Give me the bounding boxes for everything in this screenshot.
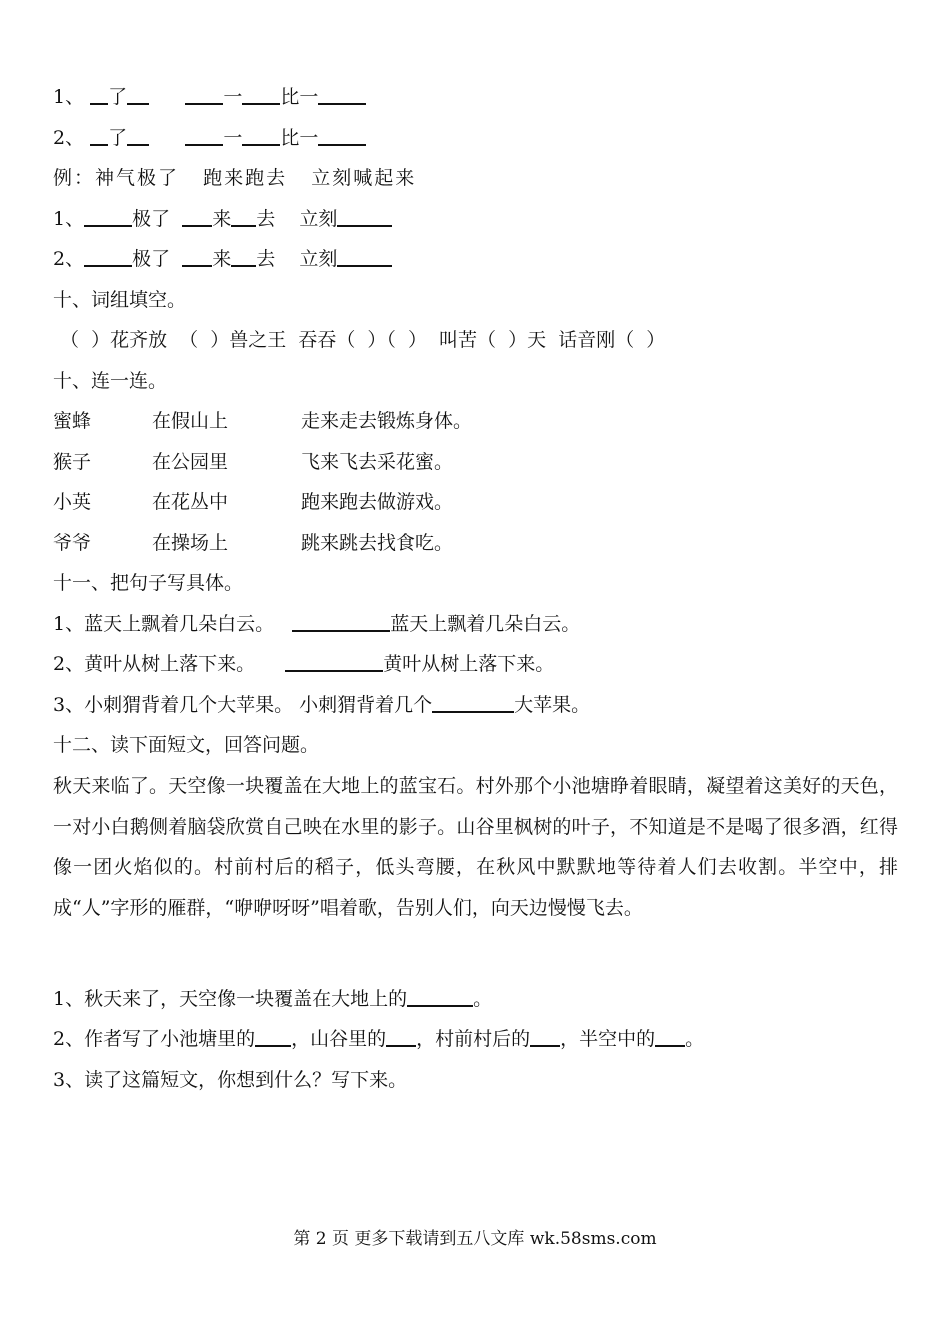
match-col2-item: 在公园里 xyxy=(152,451,229,473)
sentence-2: 2、黄叶从树上落下来。 黄叶从树上落下来。 xyxy=(53,653,555,675)
sentence-1: 1、蓝天上飘着几朵白云。 蓝天上飘着几朵白云。 xyxy=(53,613,581,635)
example-line: 例：神气极了 跑来跑去 立刻喊起来 xyxy=(53,167,417,189)
match-col2-item: 在假山上 xyxy=(152,410,229,432)
page-footer: 第 2 页 更多下载请到五八文库 wk.58sms.com xyxy=(293,1229,657,1249)
example-fill-line-1: 1、 极了 来 去 立刻 xyxy=(53,207,392,231)
pattern-line-2: 2、 了 一 比一 xyxy=(53,126,366,150)
reading-heading: 十二、读下面短文，回答问题。 xyxy=(53,734,320,756)
sentences-heading: 十一、把句子写具体。 xyxy=(53,572,244,594)
match-heading: 十、连一连。 xyxy=(53,370,168,392)
reading-question-2: 2、作者写了小池塘里的 ，山谷里的 ，村前村后的 ，半空中的 。 xyxy=(53,1028,705,1050)
idioms-items: （ ）花齐放 （ ）兽之王 吞吞（ ）（ ） 叫苦（ ）天 话音刚（ ） xyxy=(60,329,666,351)
sentence-3: 3、小刺猬背着几个大苹果。 小刺猬背着几个 大苹果。 xyxy=(53,694,591,716)
match-col3-item: 跳来跳去找食吃。 xyxy=(301,532,454,554)
match-col3-item: 飞来飞去采花蜜。 xyxy=(301,451,454,473)
idioms-heading: 十、词组填空。 xyxy=(53,289,187,311)
match-col3-item: 跑来跑去做游戏。 xyxy=(301,491,454,513)
match-col2-item: 在花丛中 xyxy=(152,491,229,513)
match-col1-item: 猴子 xyxy=(53,451,92,473)
reading-passage: 秋天来临了。天空像一块覆盖在大地上的蓝宝石。村外那个小池塘睁着眼睛，凝望着这美好的天色，一对小白鹅侧着脑袋欣赏自己映在水里的影子。山谷里枫树的叶子，不知道是不是喝了很多酒，红得像一团火焰似的。村前村后的稻子，低头弯腰，在秋风中默默地等待着人们去收割。半空中，排成“人”字形的雁群，“咿咿呀呀”唱着歌，告别人们，向天边慢慢飞去。 xyxy=(53,775,898,919)
reading-question-1: 1、秋天来了，天空像一块覆盖在大地上的 。 xyxy=(53,988,493,1010)
match-col1-item: 爷爷 xyxy=(53,532,92,554)
example-fill-line-2: 2、 极了 来 去 立刻 xyxy=(53,247,392,271)
pattern-line-1: 1、 了 一 比一 xyxy=(53,85,366,109)
match-col1-item: 小英 xyxy=(53,491,92,513)
match-col3-item: 走来走去锻炼身体。 xyxy=(301,410,473,432)
reading-question-3: 3、读了这篇短文，你想到什么？写下来。 xyxy=(53,1069,408,1091)
match-col2-item: 在操场上 xyxy=(152,532,229,554)
match-col1-item: 蜜蜂 xyxy=(53,410,92,432)
